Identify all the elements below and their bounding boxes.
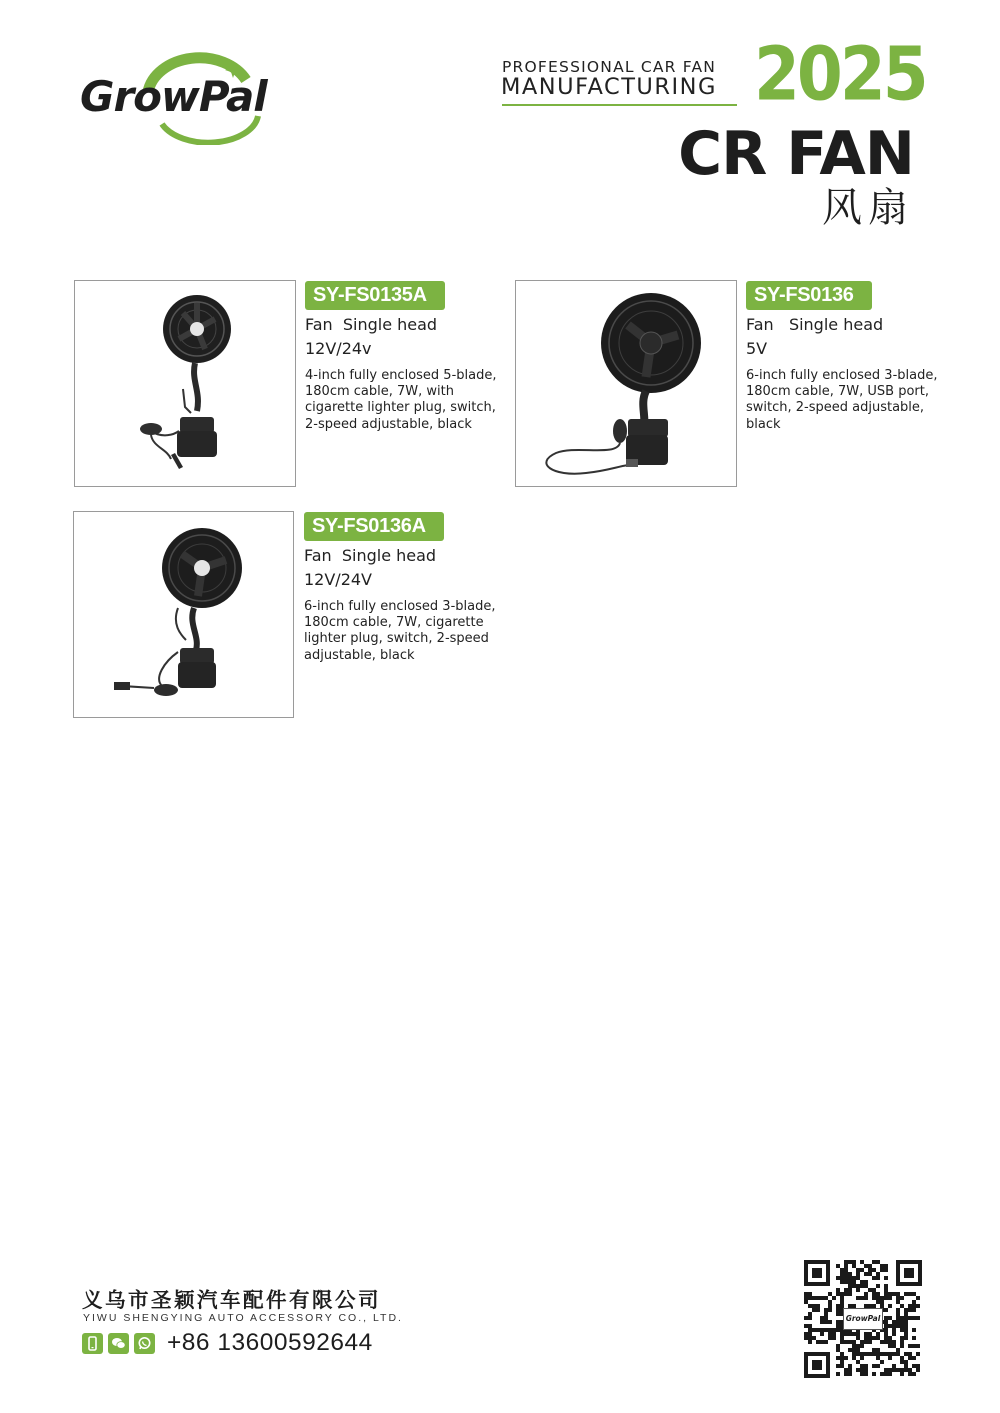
phone-icon: [82, 1333, 103, 1354]
contact-row: [82, 1330, 373, 1356]
car-fan-image: [516, 281, 736, 486]
logo-text: GrowPal: [80, 72, 267, 121]
product-type: Fan Single head: [746, 315, 884, 334]
product-photo: [74, 280, 296, 487]
qr-center-logo: GrowPal: [843, 1308, 883, 1330]
product-type: Fan Single head: [304, 546, 437, 565]
car-fan-image: [75, 281, 295, 486]
product-photo: [73, 511, 294, 718]
product-voltage: 5V: [746, 339, 768, 358]
catalog-year: 2025: [754, 31, 926, 118]
brand-logo: [78, 50, 308, 145]
product-model-badge: SY-FS0136A: [304, 512, 444, 541]
car-fan-image: [74, 512, 294, 717]
product-description: 4-inch fully enclosed 5-blade, 180cm cable, 7W, with cigarette lighter plug, switch, 2-speed adjustable, black: [305, 368, 497, 432]
phone-number[interactable]: +86 13600592644: [167, 1329, 373, 1356]
product-photo: [515, 280, 737, 487]
wechat-icon: [108, 1333, 129, 1354]
category-title: CR FAN: [678, 119, 914, 189]
company-name-en: YIWU SHENGYING AUTO ACCESSORY CO., LTD.: [83, 1312, 403, 1324]
product-card: [515, 280, 955, 490]
product-description: 6-inch fully enclosed 3-blade, 180cm cable, 7W, USB port, switch, 2-speed adjustable, black: [746, 368, 938, 432]
category-title-cn: 风扇: [822, 185, 914, 231]
product-type: Fan Single head: [305, 315, 438, 334]
tagline-line1: PROFESSIONAL CAR FAN: [502, 58, 717, 76]
product-card: [74, 280, 514, 490]
company-name-cn: 义乌市圣颖汽车配件有限公司: [82, 1288, 381, 1312]
product-model-badge: SY-FS0136: [746, 281, 872, 310]
tagline-underline: [502, 104, 737, 106]
product-model-badge: SY-FS0135A: [305, 281, 445, 310]
product-voltage: 12V/24v: [305, 339, 372, 358]
product-voltage: 12V/24V: [304, 570, 372, 589]
tagline-line2: MANUFACTURING: [501, 74, 717, 100]
product-description: 6-inch fully enclosed 3-blade, 180cm cable, 7W, cigarette lighter plug, switch, 2-speed adjustable, black: [304, 599, 496, 663]
product-card: [73, 511, 513, 721]
whatsapp-icon: [134, 1333, 155, 1354]
qr-code[interactable]: [802, 1258, 924, 1380]
